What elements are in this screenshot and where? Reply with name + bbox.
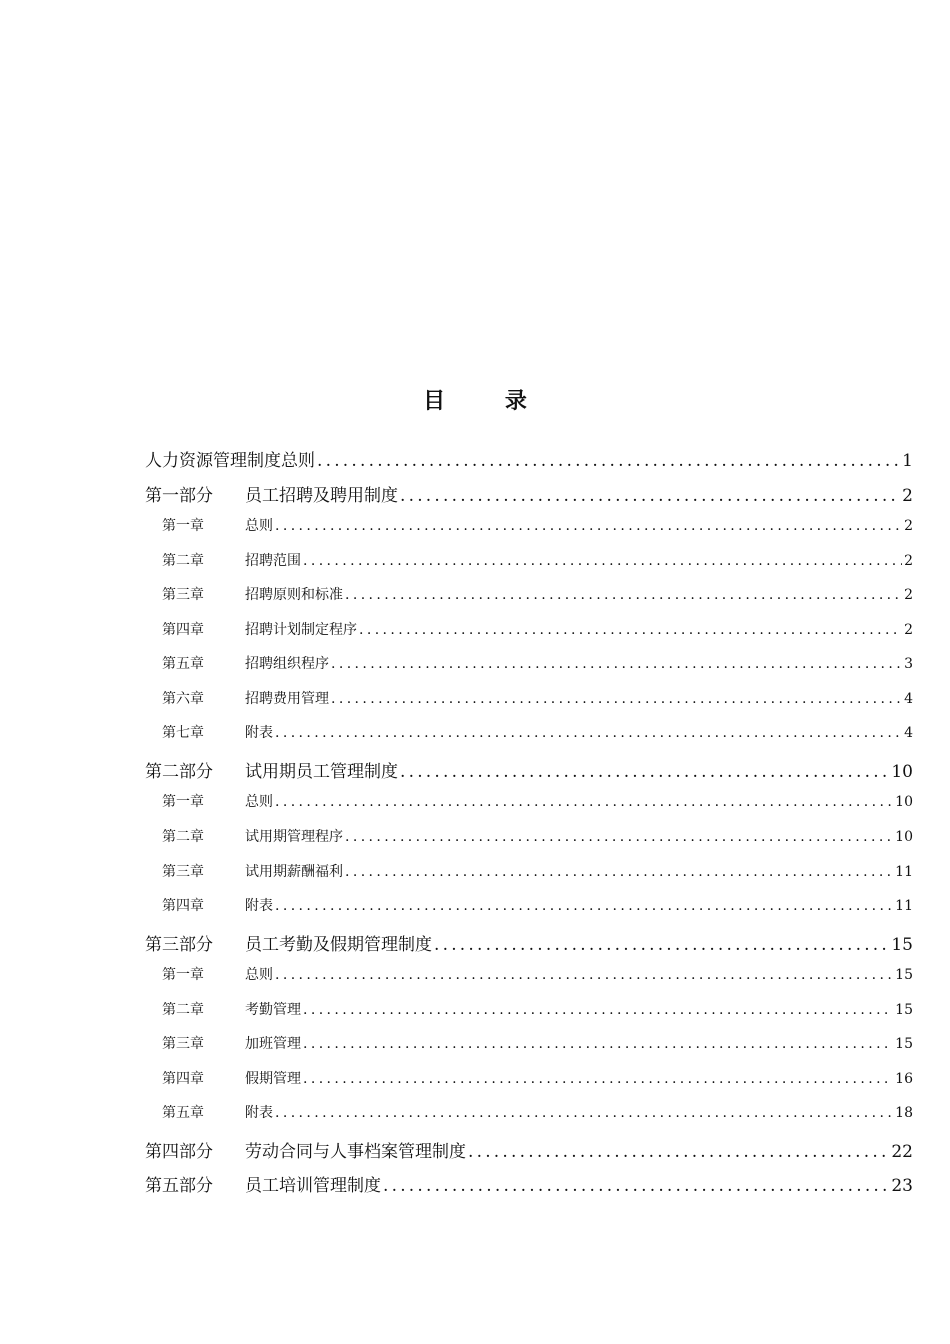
toc-entry[interactable]: [145, 722, 913, 757]
toc-dot-leader: [383, 1176, 889, 1196]
toc-entry-title: 假期管理: [245, 1070, 301, 1087]
toc-dot-leader: [359, 622, 902, 638]
toc-entry-page-number: 10: [895, 829, 913, 846]
toc-entry-page-number: 11: [895, 898, 913, 915]
toc-entry-label: 第五章: [162, 656, 204, 673]
toc-entry[interactable]: [145, 1102, 913, 1137]
toc-dot-leader: [331, 656, 902, 672]
toc-entry-page-number: 15: [895, 1036, 913, 1053]
toc-entry[interactable]: [145, 619, 913, 654]
toc-entry-title: 招聘组织程序: [245, 656, 329, 673]
toc-entry-page-number: 15: [895, 1001, 913, 1018]
toc-entry-page-number: 23: [891, 1176, 913, 1197]
toc-entry[interactable]: [145, 861, 913, 896]
toc-entry[interactable]: [145, 1068, 913, 1103]
toc-entry-page-number: 10: [891, 761, 913, 782]
toc-entry-page-number: 2: [904, 621, 913, 638]
toc-entry[interactable]: [145, 964, 913, 999]
toc-entry-title: 招聘原则和标准: [245, 587, 343, 604]
toc-entry[interactable]: [145, 1137, 913, 1172]
toc-entry-label: 第五章: [162, 1105, 204, 1122]
toc-entry-title: 招聘范围: [245, 552, 301, 569]
toc-entry[interactable]: [145, 584, 913, 619]
toc-entry-label: 第四章: [162, 1070, 204, 1087]
toc-entry[interactable]: [145, 999, 913, 1034]
toc-entry[interactable]: [145, 446, 913, 481]
toc-entry-title: 员工考勤及假期管理制度: [245, 934, 432, 955]
toc-entry[interactable]: [145, 930, 913, 965]
toc-dot-leader: [331, 691, 902, 707]
toc-entry-title: 员工招聘及聘用制度: [245, 485, 398, 506]
toc-entry-label: 第三章: [162, 863, 204, 880]
toc-entry[interactable]: [145, 481, 913, 516]
toc-dot-leader: [303, 1002, 893, 1018]
toc-dot-leader: [275, 725, 902, 741]
toc-entry-page-number: 2: [904, 518, 913, 535]
toc-entry-title: 招聘费用管理: [245, 690, 329, 707]
toc-entry[interactable]: [145, 895, 913, 930]
toc-entry-title: 附表: [245, 725, 273, 742]
toc-dot-leader: [317, 451, 900, 471]
toc-entry-label: 第三章: [162, 587, 204, 604]
toc-entry-title: 招聘计划制定程序: [245, 621, 357, 638]
toc-entry-page-number: 4: [904, 725, 913, 742]
toc-entry-label: 第一部分: [145, 485, 213, 506]
toc-entry-label: 第二章: [162, 829, 204, 846]
toc-entry-label: 第四章: [162, 898, 204, 915]
toc-entry-title: 附表: [245, 898, 273, 915]
toc-entry-page-number: 3: [904, 656, 913, 673]
toc-entry-label: 第二章: [162, 1001, 204, 1018]
toc-entry-page-number: 11: [895, 863, 913, 880]
toc-dot-leader: [400, 486, 900, 506]
toc-entry-page-number: 15: [895, 967, 913, 984]
toc-entry-label: 第六章: [162, 690, 204, 707]
toc-entry-label: 第二章: [162, 552, 204, 569]
toc-entry-page-number: 22: [891, 1141, 913, 1162]
toc-entry-page-number: 15: [891, 934, 913, 955]
toc-entry-page-number: 4: [904, 690, 913, 707]
toc-entry-title: 人力资源管理制度总则: [145, 451, 315, 471]
toc-dot-leader: [345, 829, 893, 845]
toc-entry[interactable]: [145, 688, 913, 723]
toc-dot-leader: [275, 794, 893, 810]
toc-entry[interactable]: [145, 826, 913, 861]
toc-entry-label: 第一章: [162, 794, 204, 811]
toc-entry-title: 附表: [245, 1105, 273, 1122]
toc-entry-page-number: 2: [902, 485, 913, 506]
toc-dot-leader: [303, 553, 902, 569]
toc-entry-title: 试用期员工管理制度: [245, 761, 398, 782]
toc-entry-page-number: 2: [904, 587, 913, 604]
toc-entry[interactable]: [145, 653, 913, 688]
toc-list: [145, 446, 913, 1206]
toc-entry-title: 员工培训管理制度: [245, 1176, 381, 1197]
toc-entry-title: 试用期薪酬福利: [245, 863, 343, 880]
toc-entry-label: 第一章: [162, 967, 204, 984]
toc-entry[interactable]: [145, 791, 913, 826]
toc-dot-leader: [400, 762, 889, 782]
toc-dot-leader: [275, 1105, 893, 1121]
toc-dot-leader: [303, 1036, 893, 1052]
toc-entry[interactable]: [145, 1033, 913, 1068]
toc-dot-leader: [468, 1142, 889, 1162]
toc-entry-title: 加班管理: [245, 1036, 301, 1053]
toc-dot-leader: [275, 518, 902, 534]
toc-entry-title: 总则: [245, 794, 273, 811]
toc-dot-leader: [345, 864, 893, 880]
toc-entry[interactable]: [145, 550, 913, 585]
toc-entry-label: 第四章: [162, 621, 204, 638]
toc-entry-label: 第二部分: [145, 761, 213, 782]
toc-entry-page-number: 10: [895, 794, 913, 811]
toc-entry-label: 第一章: [162, 518, 204, 535]
toc-entry-page-number: 18: [895, 1105, 913, 1122]
toc-entry-label: 第七章: [162, 725, 204, 742]
toc-entry[interactable]: [145, 757, 913, 792]
toc-entry-label: 第四部分: [145, 1141, 213, 1162]
toc-entry-title: 劳动合同与人事档案管理制度: [245, 1141, 466, 1162]
toc-entry-page-number: 1: [902, 451, 913, 471]
toc-entry-label: 第五部分: [145, 1176, 213, 1197]
toc-entry[interactable]: [145, 1171, 913, 1206]
toc-title: 目 录: [423, 389, 553, 414]
toc-entry-page-number: 2: [904, 552, 913, 569]
toc-entry-title: 试用期管理程序: [245, 829, 343, 846]
toc-entry-page-number: 16: [895, 1070, 913, 1087]
toc-dot-leader: [434, 935, 889, 955]
toc-dot-leader: [303, 1071, 893, 1087]
toc-entry-label: 第三章: [162, 1036, 204, 1053]
toc-entry-title: 总则: [245, 518, 273, 535]
toc-entry-title: 总则: [245, 967, 273, 984]
toc-dot-leader: [275, 967, 893, 983]
toc-dot-leader: [275, 898, 893, 914]
toc-dot-leader: [345, 587, 902, 603]
toc-entry-title: 考勤管理: [245, 1001, 301, 1018]
toc-entry-label: 第三部分: [145, 934, 213, 955]
toc-entry[interactable]: [145, 515, 913, 550]
